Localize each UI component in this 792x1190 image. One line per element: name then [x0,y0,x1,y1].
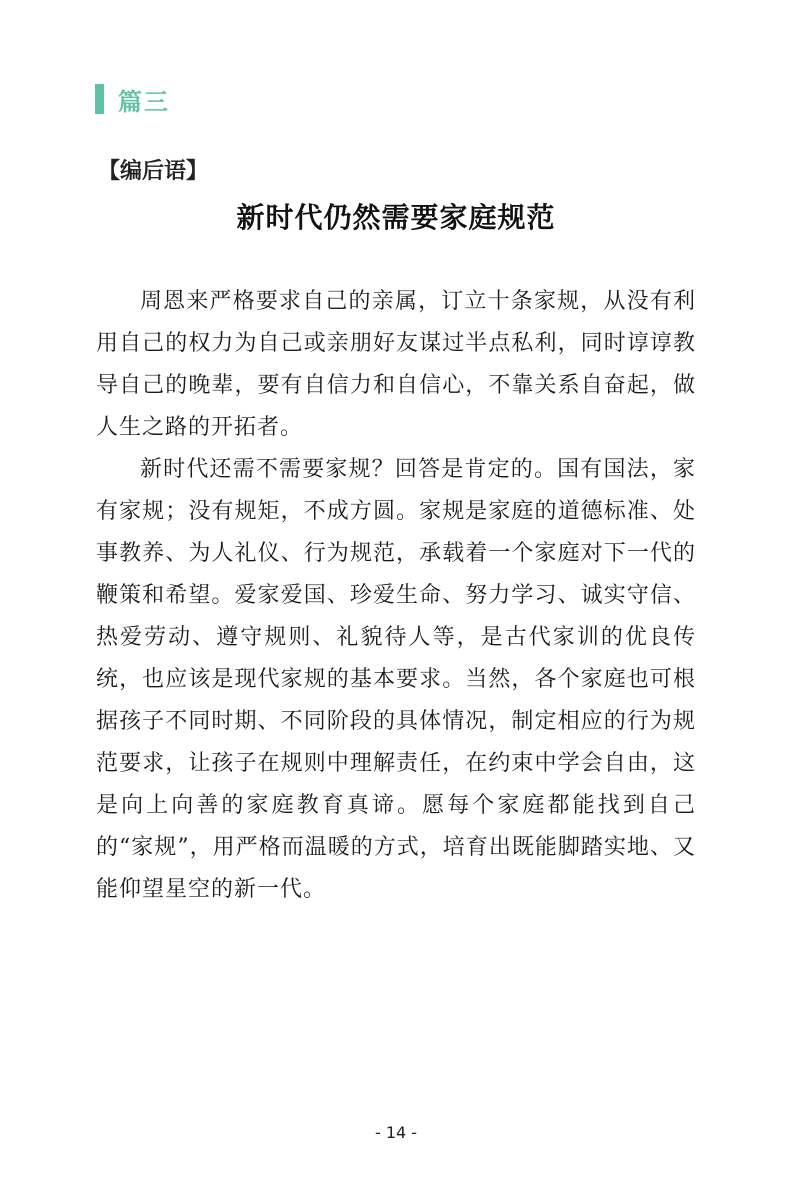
paragraph-2: 新时代还需不需要家规？回答是肯定的。国有国法，家有家规；没有规矩，不成方圆。家规是家庭的道德标准、处事教养、为人礼仪、行为规范，承载着一个家庭对下一代的鞭策和希望。爱家爱国、珍爱生命、努力学习、诚实守信、热爱劳动、遵守规则、礼貌待人等，是古代家训的优良传统，也应该是现代家规的基本要求。当然，各个家庭也可根据孩子不同时期、不同阶段的具体情况，制定相应的行为规范要求，让孩子在规则中理解责任，在约束中学会自由，这是向上向善的家庭教育真谛。愿每个家庭都能找到自己的“家规”，用严格而温暖的方式，培育出既能脚踏实地、又能仰望星空的新一代。 [96,457,696,902]
page-number: - 14 - [374,1123,418,1142]
article-title: 新时代仍然需要家庭规范 [236,201,556,234]
section-accent-bar [95,84,104,114]
article-body [96,281,696,911]
section-title: 篇三 [118,87,170,116]
editor-note-label: 【编后语】 [98,159,209,184]
section-header [95,83,170,115]
paragraph-1: 周恩来严格要求自己的亲属，订立十条家规，从没有利用自己的权力为自己或亲朋好友谋过半点私利，同时谆谆教导自己的晚辈，要有自信力和自信心，不靠关系自奋起，做人生之路的开拓者。 [96,289,696,440]
